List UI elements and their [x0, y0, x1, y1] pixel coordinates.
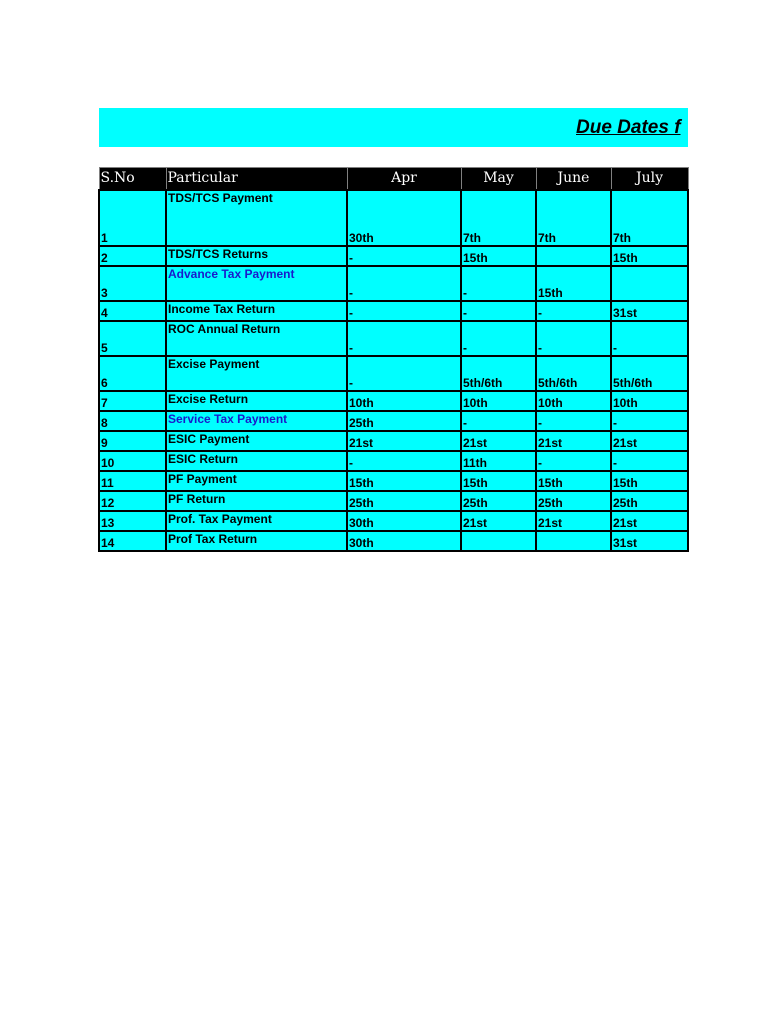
cell-sno[interactable]: 14	[99, 531, 166, 551]
table-row	[99, 431, 688, 451]
cell-sno[interactable]: 8	[99, 411, 166, 431]
table-body	[99, 190, 688, 551]
cell-particular[interactable]: Excise Payment	[166, 356, 347, 391]
cell-may[interactable]: 25th	[461, 491, 536, 511]
cell-apr[interactable]: 25th	[347, 491, 461, 511]
cell-july[interactable]: 10th	[611, 391, 688, 411]
cell-may[interactable]: 11th	[461, 451, 536, 471]
cell-apr[interactable]: 30th	[347, 190, 461, 246]
cell-june[interactable]: -	[536, 301, 611, 321]
cell-sno[interactable]: 3	[99, 266, 166, 301]
cell-june[interactable]: 10th	[536, 391, 611, 411]
cell-sno[interactable]: 6	[99, 356, 166, 391]
cell-july[interactable]: 5th/6th	[611, 356, 688, 391]
table-row	[99, 301, 688, 321]
title-banner	[99, 108, 688, 147]
cell-sno[interactable]: 2	[99, 246, 166, 266]
page-title: Due Dates f	[576, 117, 681, 138]
cell-particular[interactable]: Income Tax Return	[166, 301, 347, 321]
cell-sno[interactable]: 5	[99, 321, 166, 356]
cell-may[interactable]: 10th	[461, 391, 536, 411]
table-row	[99, 356, 688, 391]
cell-particular[interactable]: ESIC Return	[166, 451, 347, 471]
cell-may[interactable]: -	[461, 411, 536, 431]
cell-june[interactable]: 15th	[536, 266, 611, 301]
table-row	[99, 411, 688, 431]
cell-apr[interactable]: 30th	[347, 531, 461, 551]
header-sno: S.No	[99, 168, 166, 190]
header-july: July	[611, 168, 688, 190]
cell-sno[interactable]: 7	[99, 391, 166, 411]
table-row	[99, 451, 688, 471]
cell-july[interactable]: 7th	[611, 190, 688, 246]
cell-may[interactable]: -	[461, 321, 536, 356]
cell-june[interactable]: 5th/6th	[536, 356, 611, 391]
cell-july[interactable]: -	[611, 411, 688, 431]
cell-apr[interactable]: -	[347, 451, 461, 471]
cell-particular[interactable]: ESIC Payment	[166, 431, 347, 451]
cell-june[interactable]	[536, 246, 611, 266]
table-row	[99, 471, 688, 491]
cell-may[interactable]: -	[461, 301, 536, 321]
cell-sno[interactable]: 11	[99, 471, 166, 491]
cell-particular[interactable]: Excise Return	[166, 391, 347, 411]
cell-july[interactable]: -	[611, 321, 688, 356]
cell-july[interactable]: 25th	[611, 491, 688, 511]
cell-particular[interactable]: ROC Annual Return	[166, 321, 347, 356]
table-row	[99, 511, 688, 531]
header-apr: Apr	[347, 168, 461, 190]
table-row	[99, 491, 688, 511]
cell-july[interactable]: 31st	[611, 531, 688, 551]
cell-june[interactable]: 25th	[536, 491, 611, 511]
cell-apr[interactable]: -	[347, 301, 461, 321]
cell-may[interactable]: -	[461, 266, 536, 301]
cell-june[interactable]: 21st	[536, 431, 611, 451]
cell-apr[interactable]: -	[347, 356, 461, 391]
table-row	[99, 391, 688, 411]
cell-particular[interactable]: TDS/TCS Returns	[166, 246, 347, 266]
cell-may[interactable]: 15th	[461, 246, 536, 266]
cell-sno[interactable]: 13	[99, 511, 166, 531]
cell-particular[interactable]: Advance Tax Payment	[166, 266, 347, 301]
cell-apr[interactable]: 25th	[347, 411, 461, 431]
table-row	[99, 531, 688, 551]
cell-july[interactable]: 15th	[611, 246, 688, 266]
cell-july[interactable]	[611, 266, 688, 301]
cell-may[interactable]: 7th	[461, 190, 536, 246]
cell-june[interactable]	[536, 531, 611, 551]
table-row	[99, 190, 688, 246]
header-particular: Particular	[166, 168, 347, 190]
header-row	[99, 168, 688, 190]
cell-apr[interactable]: -	[347, 321, 461, 356]
cell-july[interactable]: 31st	[611, 301, 688, 321]
cell-sno[interactable]: 4	[99, 301, 166, 321]
cell-june[interactable]: 15th	[536, 471, 611, 491]
cell-may[interactable]: 5th/6th	[461, 356, 536, 391]
cell-particular[interactable]: Prof. Tax Payment	[166, 511, 347, 531]
cell-particular[interactable]: Prof Tax Return	[166, 531, 347, 551]
cell-particular[interactable]: PF Payment	[166, 471, 347, 491]
cell-june[interactable]: -	[536, 321, 611, 356]
cell-june[interactable]: -	[536, 411, 611, 431]
cell-sno[interactable]: 10	[99, 451, 166, 471]
table-row	[99, 321, 688, 356]
cell-apr[interactable]: 30th	[347, 511, 461, 531]
cell-july[interactable]: 15th	[611, 471, 688, 491]
cell-apr[interactable]: -	[347, 266, 461, 301]
cell-sno[interactable]: 9	[99, 431, 166, 451]
cell-sno[interactable]: 1	[99, 190, 166, 246]
cell-july[interactable]: 21st	[611, 431, 688, 451]
cell-apr[interactable]: -	[347, 246, 461, 266]
cell-june[interactable]: 21st	[536, 511, 611, 531]
cell-may[interactable]: 21st	[461, 431, 536, 451]
cell-june[interactable]: 7th	[536, 190, 611, 246]
table-row	[99, 246, 688, 266]
cell-particular[interactable]: PF Return	[166, 491, 347, 511]
cell-july[interactable]: 21st	[611, 511, 688, 531]
cell-particular[interactable]: TDS/TCS Payment	[166, 190, 347, 246]
cell-sno[interactable]: 12	[99, 491, 166, 511]
cell-apr[interactable]: 15th	[347, 471, 461, 491]
due-dates-table	[98, 167, 689, 552]
table-row	[99, 266, 688, 301]
cell-june[interactable]: -	[536, 451, 611, 471]
cell-may[interactable]: 15th	[461, 471, 536, 491]
header-june: June	[536, 168, 611, 190]
cell-may[interactable]: 21st	[461, 511, 536, 531]
cell-apr[interactable]: 21st	[347, 431, 461, 451]
cell-may[interactable]	[461, 531, 536, 551]
cell-apr[interactable]: 10th	[347, 391, 461, 411]
cell-july[interactable]: -	[611, 451, 688, 471]
cell-particular[interactable]: Service Tax Payment	[166, 411, 347, 431]
header-may: May	[461, 168, 536, 190]
